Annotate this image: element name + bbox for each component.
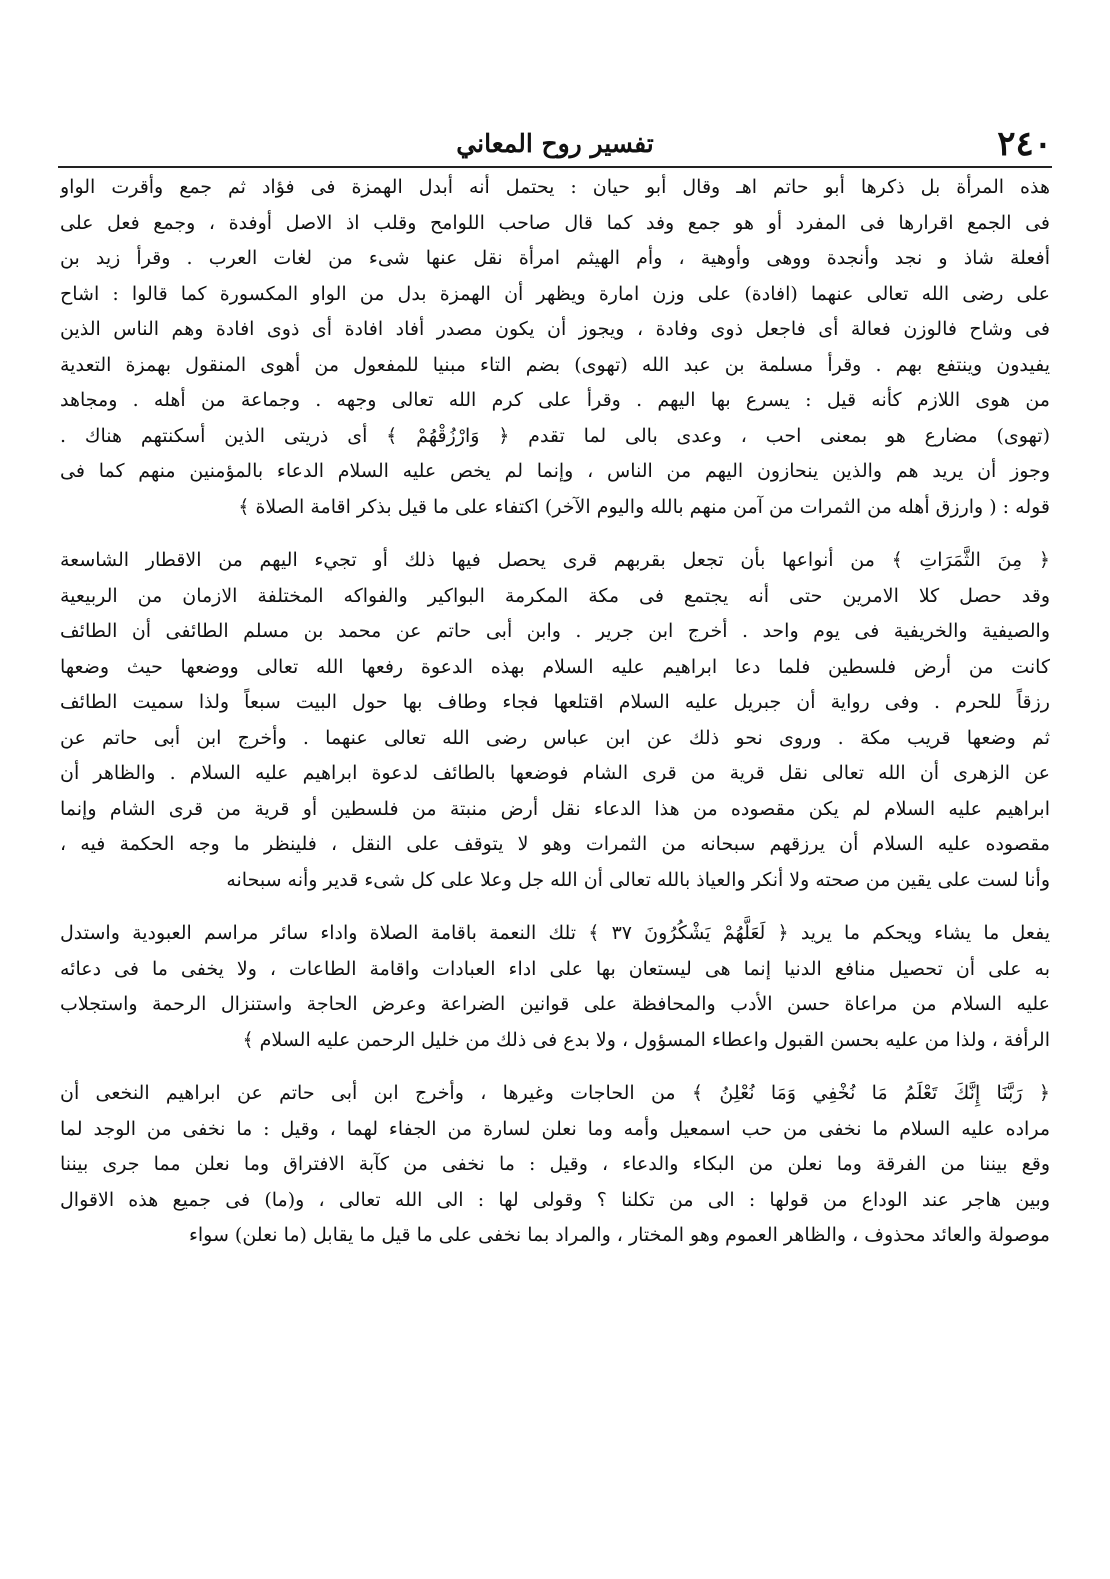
paragraph-gap bbox=[60, 1058, 1050, 1076]
text-line: مراده عليه السلام ما نخفى من حب اسمعيل وأمه وما نعلن لسارة من الجفاء لهما ، وقيل : ما نخفى من الوجد لما bbox=[60, 1117, 1050, 1140]
paragraph bbox=[60, 543, 1050, 898]
text-line: وبين هاجر عند الوداع من قولها : الى من تكلنا ؟ وقولى لها : الى الله تعالى ، و(ما) فى جميع هذه الاقوال bbox=[60, 1188, 1050, 1211]
text-line: هذه المرأة بل ذكرها أبو حاتم اهـ وقال أبو حيان : يحتمل أنه أبدل الهمزة فى فؤاد ثم جمع وأقرت الواو bbox=[60, 176, 1050, 198]
text-line: ﴿ رَبَّنَا إِنَّكَ تَعْلَمُ مَا نُخْفِي وَمَا نُعْلِنُ ﴾ من الحاجات وغيرها ، وأخرج ابن أبى حاتم عن ابراهيم النخعى أن bbox=[60, 1082, 1050, 1104]
text-line: فى الجمع اقرارها فى المفرد أو هو جمع وفد كما قال صاحب اللوامح وقلب اذ الاصل أوفدة ، وجمع فعل على bbox=[60, 211, 1050, 234]
paragraph bbox=[60, 1076, 1050, 1254]
text-line: ابراهيم عليه السلام لم يكن مقصوده من هذا الدعاء نقل أرض منبتة من فلسطين أو قرية من قرى الشام وإنما bbox=[60, 797, 1050, 820]
text-body bbox=[60, 170, 1050, 1254]
text-line: وقع بيننا من الفرقة وما نعلن من البكاء والدعاء ، وقيل : ما نخفى من كآبة الافتراق وما نعلن مما جرى بيننا bbox=[60, 1153, 1050, 1175]
text-line: يفيدون وينتفع بهم . وقرأ مسلمة بن عبد الله (تهوى) بضم التاء مبنيا للمفعول من أهوى المنقول بهمزة التعدية bbox=[60, 353, 1050, 376]
text-line: موصولة والعائد محذوف ، والظاهر العموم وهو المختار ، والمراد بما نخفى على ما قيل ما يقابل (ما نعلن) سواء bbox=[188, 1224, 1050, 1246]
text-line: وجوز أن يريد هم والذين ينحازون اليهم من الناس ، وإنما لم يخص عليه السلام الدعاء بالمؤمنين منهم كما فى bbox=[60, 460, 1050, 482]
text-line: قوله : ( وارزق أهله من الثمرات من آمن منهم بالله واليوم الآخر) اكتفاء على ما قيل بذكر اقامة الصلاة ﴾ bbox=[238, 495, 1050, 518]
text-line: من هوى اللازم كأنه قيل : يسرع بها اليهم . وقرأ على كرم الله تعالى وجهه . وجماعة من أهله . ومجاهد bbox=[60, 389, 1050, 411]
header-rule bbox=[58, 166, 1052, 168]
text-line: رزقاً للحرم . وفى رواية أن جبريل عليه السلام اقتلعها فجاء وطاف بها حول البيت سبعاً ولذا سميت الطائف bbox=[60, 691, 1050, 713]
text-line: ثم وضعها قريب مكة . وروى نحو ذلك عن ابن عباس رضى الله تعالى عنهما . وأخرج ابن أبى حاتم عن bbox=[60, 726, 1050, 749]
paragraph-gap bbox=[60, 898, 1050, 916]
running-title: تفسير روح المعاني bbox=[456, 129, 654, 158]
page-number: ٢٤٠ bbox=[997, 124, 1052, 164]
text-line: عليه السلام من مراعاة حسن الأدب والمحافظة على قوانين الضراعة وعرض الحاجة واستنزال الرحمة واستجلاب bbox=[60, 993, 1050, 1015]
paragraph-gap bbox=[60, 525, 1050, 543]
text-line: عن الزهرى أن الله تعالى نقل قرية من قرى الشام فوضعها بالطائف لدعوة ابراهيم عليه السلام . والظاهر أن bbox=[60, 762, 1050, 784]
text-line: يفعل ما يشاء ويحكم ما يريد ﴿ لَعَلَّهُمْ يَشْكُرُونَ ٣٧ ﴾ تلك النعمة باقامة الصلاة واداء سائر مراسم العبودية واستدل bbox=[60, 922, 1050, 944]
text-line: وقد حصل كلا الامرين حتى أنه يجتمع فى مكة المكرمة البواكير والفواكه المختلفة الازمان من الربيعية bbox=[60, 584, 1050, 607]
text-line: (تهوى) مضارع هو بمعنى احب ، وعدى بالى لما تقدم ﴿ وَارْزُقْهُمْ ﴾ أى ذريتى الذين أسكنتهم هناك . bbox=[60, 424, 1050, 447]
text-line: كانت من أرض فلسطين فلما دعا ابراهيم عليه السلام بهذه الدعوة رفعها الله تعالى ووضعها حيث وضعها bbox=[60, 655, 1050, 678]
paragraph bbox=[60, 916, 1050, 1058]
page-header bbox=[58, 122, 1052, 166]
text-line: فى وشاح فالوزن فعالة أى فاجعل ذوى وفادة ، ويجوز أن يكون مصدر أفاد افادة أى ذوى افادة وهم الناس الذين bbox=[60, 318, 1050, 340]
text-line: مقصوده عليه السلام أن يرزقهم سبحانه من الثمرات وهو لا يتوقف على النقل ، فلينظر ما وجه الحكمة فيه ، bbox=[60, 833, 1050, 855]
text-line: به على أن تحصيل منافع الدنيا إنما هى ليستعان بها على اداء العبادات واقامة الطاعات ، ولا يخفى ما فى دعائه bbox=[60, 957, 1050, 980]
text-line: على رضى الله تعالى عنهما (افادة) على وزن امارة ويظهر أن الهمزة بدل من الواو المكسورة كما قالوا : اشاح bbox=[60, 282, 1050, 305]
text-line: الرأفة ، ولذا من عليه بحسن القبول واعطاء المسؤول ، ولا بدع فى ذلك من خليل الرحمن عليه السلام ﴾ bbox=[242, 1028, 1050, 1051]
text-line: ﴿ مِنَ الثَّمَرَاتِ ﴾ من أنواعها بأن تجعل بقربهم قرى يحصل فيها ذلك أو تجيء اليهم من الاقطار الشاسعة bbox=[60, 549, 1050, 571]
paragraph bbox=[60, 170, 1050, 525]
text-line: وأنا لست على يقين من صحته ولا أنكر والعياذ بالله تعالى أن الله جل وعلا على كل شىء قدير وأنه سبحانه bbox=[226, 868, 1050, 891]
text-line: والصيفية والخريفية فى يوم واحد . أخرج ابن جرير . وابن أبى حاتم عن محمد بن مسلم الطائفى أن الطائف bbox=[60, 620, 1050, 642]
text-line: أفعلة شاذ و نجد وأنجدة ووهى وأوهية ، وأم الهيثم امرأة نقل عنها شىء من لغات العرب . وقرأ زيد بن bbox=[60, 247, 1050, 269]
